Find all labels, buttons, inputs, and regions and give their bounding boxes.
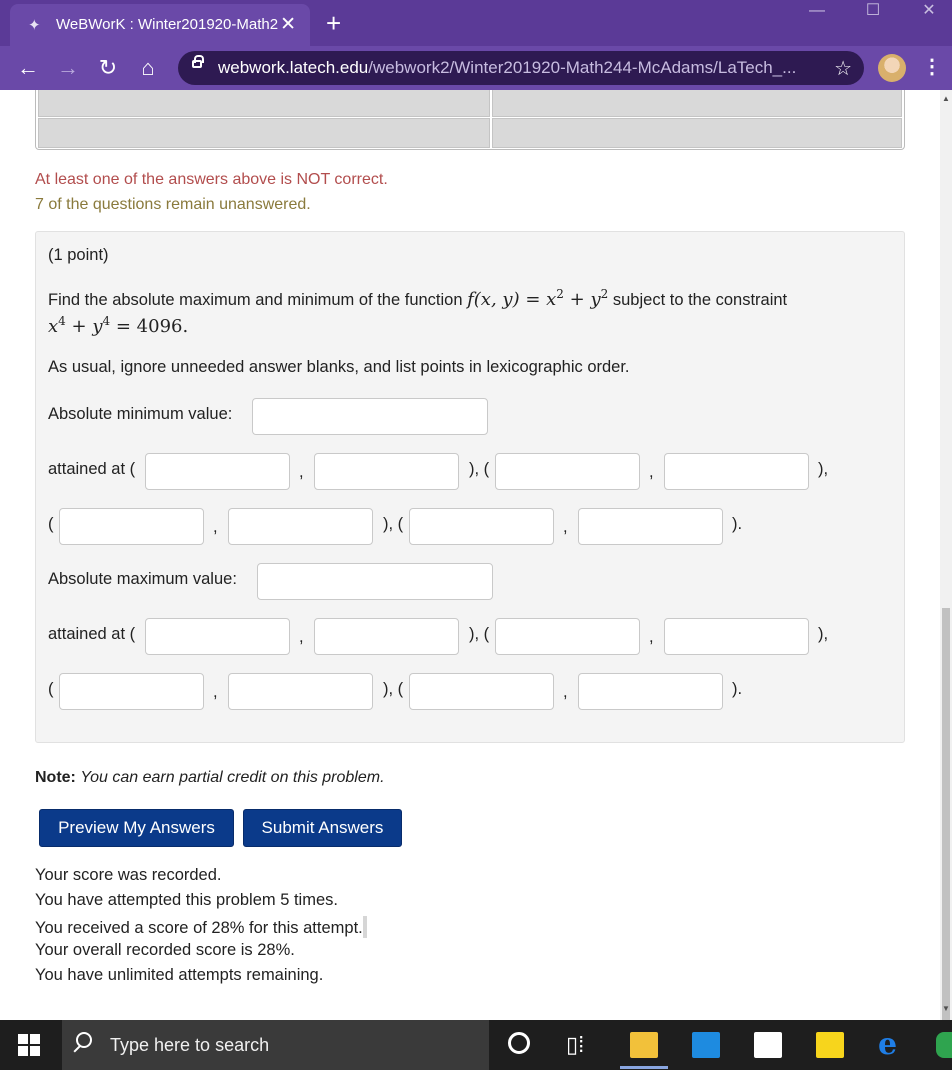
- max-value-label: Absolute maximum value:: [48, 570, 237, 588]
- taskbar-search-input[interactable]: Type here to search: [62, 1020, 489, 1070]
- max-point1-y-input[interactable]: [314, 618, 459, 655]
- min-value-label: Absolute minimum value:: [48, 405, 233, 423]
- final-end: ).: [732, 515, 743, 533]
- forward-arrow-icon[interactable]: →: [57, 55, 79, 80]
- cortana-icon[interactable]: [508, 1032, 530, 1054]
- home-icon[interactable]: ⌂: [141, 55, 155, 80]
- min-point1-x-input[interactable]: [145, 453, 290, 490]
- back-arrow-icon[interactable]: ←: [17, 55, 39, 80]
- min-point1-y-input[interactable]: [314, 453, 459, 490]
- sticky-notes-icon[interactable]: [816, 1032, 844, 1058]
- problem-instructions: As usual, ignore unneeded answer blanks, and list points in lexicographic order.: [48, 358, 630, 376]
- max-point2-x-input[interactable]: [495, 618, 640, 655]
- webwork-favicon-icon: ✦: [28, 17, 41, 34]
- row-end: ),: [818, 460, 829, 478]
- tab-title: WeBWorK : Winter201920-Math2: [56, 16, 279, 33]
- point-separator: ), (: [469, 625, 490, 643]
- table-cell: [38, 90, 490, 117]
- table-cell: [38, 118, 490, 148]
- status-line: Your score was recorded.: [35, 866, 222, 884]
- windows-taskbar: [0, 1020, 952, 1070]
- close-window-icon[interactable]: ✕: [922, 2, 936, 19]
- constraint-formula: $x^4 + y^4 = 4096$.: [48, 314, 189, 337]
- table-cell: [492, 90, 902, 117]
- status-line: Your overall recorded score is 28%.: [35, 941, 295, 959]
- min-point2-x-input[interactable]: [495, 453, 640, 490]
- incorrect-answer-message: At least one of the answers above is NOT correct.: [35, 171, 388, 188]
- previous-answers-table: [35, 90, 905, 150]
- comma: ,: [649, 628, 654, 646]
- comma: ,: [213, 683, 218, 701]
- browser-toolbar: [0, 46, 952, 90]
- final-end: ).: [732, 680, 743, 698]
- max-point3-x-input[interactable]: [59, 673, 204, 710]
- open-paren: (: [48, 515, 54, 533]
- browser-titlebar: [0, 0, 952, 46]
- function-formula: f(x, $y) = x^2 + y^2$: [467, 287, 609, 310]
- scroll-up-icon[interactable]: ▲: [942, 94, 950, 103]
- page-viewport: [0, 90, 940, 1020]
- file-explorer-icon[interactable]: [630, 1032, 658, 1058]
- lock-icon: [192, 60, 202, 68]
- max-value-input[interactable]: [257, 563, 493, 600]
- scroll-down-icon[interactable]: ▼: [942, 1004, 950, 1013]
- search-icon: [76, 1032, 92, 1048]
- min-point4-y-input[interactable]: [578, 508, 723, 545]
- point-separator: ), (: [383, 680, 404, 698]
- point-separator: ), (: [383, 515, 404, 533]
- scrollbar-thumb[interactable]: [942, 608, 950, 1020]
- active-app-indicator: [620, 1066, 668, 1069]
- problem-body: [35, 231, 905, 743]
- task-view-icon[interactable]: ▯⁞: [566, 1032, 585, 1057]
- max-point4-x-input[interactable]: [409, 673, 554, 710]
- store-icon[interactable]: [692, 1032, 720, 1058]
- max-point2-y-input[interactable]: [664, 618, 809, 655]
- page-scrollbar[interactable]: [940, 90, 952, 1020]
- status-line: You have attempted this problem 5 times.: [35, 891, 338, 909]
- problem-points: (1 point): [48, 246, 109, 264]
- close-tab-icon[interactable]: ✕: [280, 14, 296, 35]
- browser-menu-icon[interactable]: ⋮: [922, 56, 942, 78]
- bookmark-star-icon[interactable]: ☆: [834, 58, 852, 80]
- edge-browser-icon[interactable]: e: [878, 1027, 898, 1062]
- max-attained-label: attained at (: [48, 625, 136, 643]
- reload-icon[interactable]: ↻: [98, 55, 118, 80]
- max-point4-y-input[interactable]: [578, 673, 723, 710]
- comma: ,: [563, 518, 568, 536]
- min-point3-x-input[interactable]: [59, 508, 204, 545]
- status-line: You have unlimited attempts remaining.: [35, 966, 324, 984]
- comma: ,: [649, 463, 654, 481]
- submit-answers-button[interactable]: Submit Answers: [243, 809, 402, 847]
- comma: ,: [213, 518, 218, 536]
- open-paren: (: [48, 680, 54, 698]
- preview-answers-button[interactable]: Preview My Answers: [39, 809, 234, 847]
- new-tab-button[interactable]: +: [326, 8, 342, 38]
- max-point3-y-input[interactable]: [228, 673, 373, 710]
- min-point2-y-input[interactable]: [664, 453, 809, 490]
- min-value-input[interactable]: [252, 398, 488, 435]
- point-separator: ), (: [469, 460, 490, 478]
- unanswered-message: 7 of the questions remain unanswered.: [35, 196, 311, 213]
- minimize-window-icon[interactable]: —: [809, 2, 825, 19]
- status-line: You received a score of 28% for this attempt.: [35, 916, 367, 938]
- problem-prompt: Find the absolute maximum and minimum of the function f(x, $y) = x^2 + y^2$ subject to the constraint: [48, 287, 788, 310]
- min-attained-label: attained at (: [48, 460, 136, 478]
- comma: ,: [299, 463, 304, 481]
- min-point4-x-input[interactable]: [409, 508, 554, 545]
- maximize-window-icon[interactable]: ☐: [865, 2, 881, 19]
- browser-tab[interactable]: [10, 4, 310, 46]
- chrome-icon[interactable]: [936, 1032, 952, 1058]
- windows-start-icon[interactable]: [18, 1034, 40, 1056]
- min-point3-y-input[interactable]: [228, 508, 373, 545]
- url-text: webwork.latech.edu/webwork2/Winter201920-Math244-McAdams/LaTech_...: [218, 58, 797, 77]
- partial-credit-note: Note: You can earn partial credit on this problem.: [35, 769, 385, 786]
- address-bar[interactable]: [178, 51, 864, 85]
- comma: ,: [299, 628, 304, 646]
- mail-icon[interactable]: [754, 1032, 782, 1058]
- table-cell: [492, 118, 902, 148]
- profile-avatar[interactable]: [878, 54, 906, 82]
- row-end: ),: [818, 625, 829, 643]
- max-point1-x-input[interactable]: [145, 618, 290, 655]
- comma: ,: [563, 683, 568, 701]
